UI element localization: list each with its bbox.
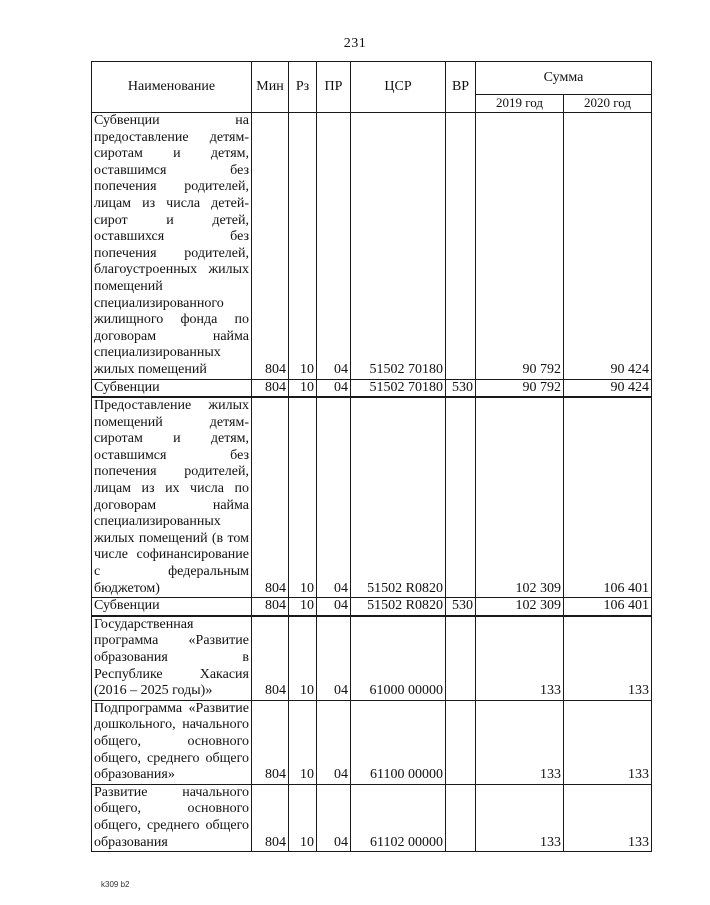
row-name: Государственная программа «Развитие образования в Республике Хакасия (2016 – 2025 годы)» (92, 616, 252, 700)
row-sum-2020: 106 401 (564, 598, 652, 616)
row-min: 804 (252, 616, 289, 700)
row-vr: 530 (446, 379, 476, 397)
row-rz: 10 (289, 616, 317, 700)
header-year-2019: 2019 год (476, 95, 564, 113)
table-row (92, 397, 652, 598)
table-row (92, 113, 652, 380)
row-sum-2019: 102 309 (476, 598, 564, 616)
table-row (92, 700, 652, 784)
row-csr: 51502 70180 (351, 113, 446, 380)
row-sum-2020: 133 (564, 700, 652, 784)
row-name: Подпрограмма «Развитие дошкольного, начального общего, основного общего, среднего общего образования» (92, 700, 252, 784)
row-csr: 61000 00000 (351, 616, 446, 700)
row-name: Субвенции (92, 598, 252, 616)
row-min: 804 (252, 113, 289, 380)
row-rz: 10 (289, 598, 317, 616)
row-pr: 04 (317, 397, 351, 598)
table-row (92, 784, 652, 851)
row-pr: 04 (317, 616, 351, 700)
row-min: 804 (252, 700, 289, 784)
row-vr: 530 (446, 598, 476, 616)
header-row (92, 62, 652, 95)
header-year-2020: 2020 год (564, 95, 652, 113)
row-sum-2020: 90 424 (564, 113, 652, 380)
row-sum-2019: 133 (476, 616, 564, 700)
table-row (92, 616, 652, 700)
row-pr: 04 (317, 598, 351, 616)
row-sum-2019: 102 309 (476, 397, 564, 598)
header-min: Мин (252, 62, 289, 113)
row-rz: 10 (289, 379, 317, 397)
table-row (92, 598, 652, 616)
row-name: Субвенции на предоставление детям-сиротам и детям, оставшимся без попечения родителей, лицам из числа детей-сирот и детей, оставшихся без попечения родителей, благоустроенных жилых помещений специализированного жилищного фонда по договорам найма специализированных жилых помещений (92, 113, 252, 380)
row-min: 804 (252, 784, 289, 851)
row-csr: 61100 00000 (351, 700, 446, 784)
row-sum-2019: 133 (476, 784, 564, 851)
header-pr: ПР (317, 62, 351, 113)
row-min: 804 (252, 379, 289, 397)
row-pr: 04 (317, 379, 351, 397)
row-sum-2020: 133 (564, 616, 652, 700)
row-rz: 10 (289, 397, 317, 598)
row-min: 804 (252, 397, 289, 598)
row-vr (446, 700, 476, 784)
row-rz: 10 (289, 784, 317, 851)
row-sum-2020: 133 (564, 784, 652, 851)
row-csr: 51502 70180 (351, 379, 446, 397)
row-pr: 04 (317, 700, 351, 784)
row-vr (446, 113, 476, 380)
row-vr (446, 397, 476, 598)
row-min: 804 (252, 598, 289, 616)
row-vr (446, 616, 476, 700)
row-csr: 61102 00000 (351, 784, 446, 851)
header-name: Наименование (92, 62, 252, 113)
header-sum: Сумма (476, 62, 652, 95)
row-sum-2019: 90 792 (476, 379, 564, 397)
header-rz: Рз (289, 62, 317, 113)
header-csr: ЦСР (351, 62, 446, 113)
row-sum-2020: 106 401 (564, 397, 652, 598)
row-csr: 51502 R0820 (351, 397, 446, 598)
row-name: Развитие начального общего, основного общего, среднего общего образования (92, 784, 252, 851)
table-row (92, 379, 652, 397)
row-csr: 51502 R0820 (351, 598, 446, 616)
page-number: 231 (343, 36, 367, 51)
row-sum-2019: 90 792 (476, 113, 564, 380)
row-pr: 04 (317, 113, 351, 380)
row-sum-2019: 133 (476, 700, 564, 784)
row-rz: 10 (289, 113, 317, 380)
header-vr: ВР (446, 62, 476, 113)
row-sum-2020: 90 424 (564, 379, 652, 397)
row-rz: 10 (289, 700, 317, 784)
footer-code: k309 b2 (101, 880, 130, 889)
budget-table (91, 61, 652, 852)
row-name: Субвенции (92, 379, 252, 397)
row-name: Предоставление жилых помещений детям-сиротам и детям, оставшимся без попечения родителей, лицам из их числа по договорам найма специализированных жилых помещений (в том числе софинансирование с федеральным бюджетом) (92, 397, 252, 598)
row-vr (446, 784, 476, 851)
row-pr: 04 (317, 784, 351, 851)
